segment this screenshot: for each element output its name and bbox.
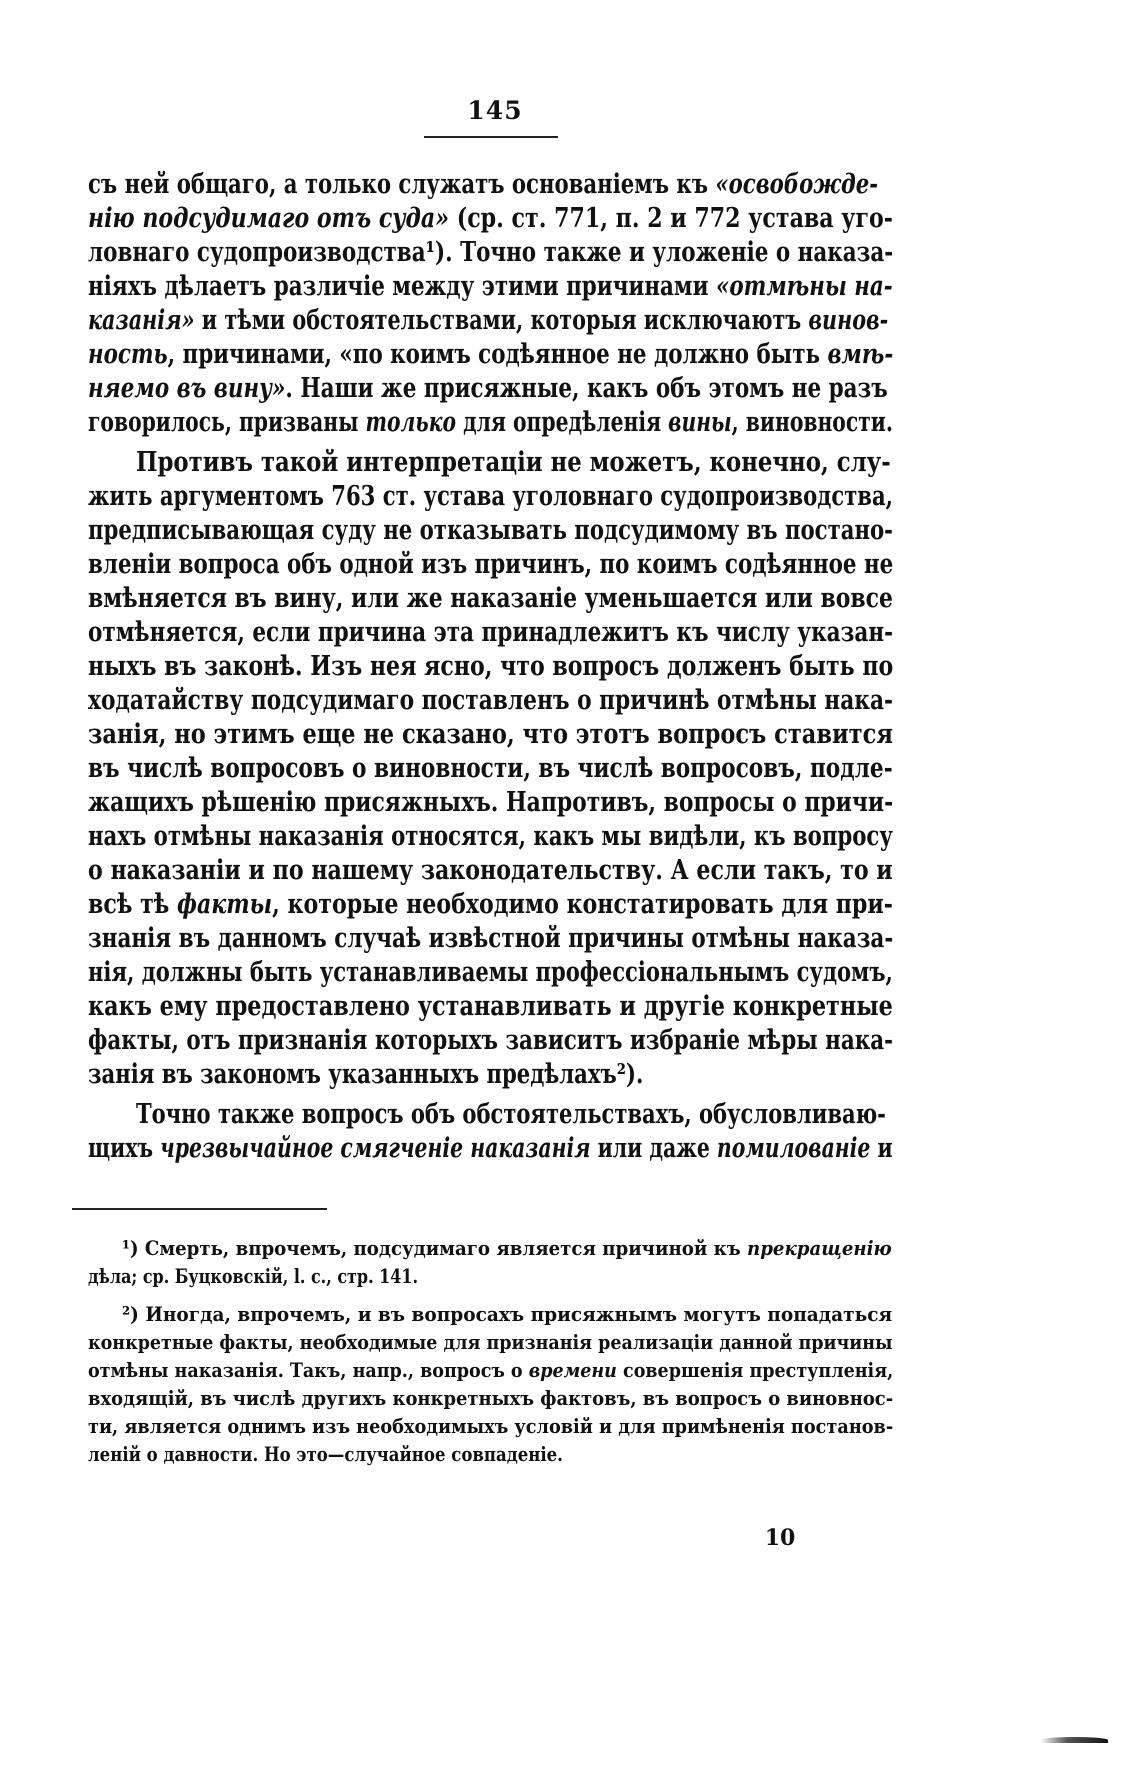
body-line: отмѣняется, если причина эта принадлежитъ къ числу указан- [88, 617, 894, 648]
body-line: нія, должны быть устанавливаемы профессіональнымъ судомъ, [88, 957, 893, 988]
body-line: казанія» и тѣми обстоятельствами, которыя исключаютъ винов- [88, 305, 889, 336]
footnote-line: ²) Иногда, впрочемъ, и въ вопросахъ присяжнымъ могутъ попадаться [122, 1302, 893, 1326]
body-line: щихъ чрезвычайное смягченіе наказанія или даже помилованіе и [88, 1133, 893, 1164]
body-line: жить аргументомъ 763 ст. устава уголовнаго судопроизводства, [88, 481, 894, 512]
body-line: нахъ отмѣны наказанія относятся, какъ мы видѣли, къ вопросу [88, 821, 893, 852]
body-line: вмѣняется въ вину, или же наказаніе уменьшается или вовсе [88, 583, 893, 614]
body-line: о наказаніи и по нашему законодательству. А если такъ, то и [88, 855, 893, 886]
body-line: съ ней общаго, а только служатъ основаніемъ къ «освобожде- [88, 169, 879, 200]
body-line: ходатайству подсудимаго поставленъ о причинѣ отмѣны нака- [88, 685, 894, 716]
footnote-line: входящій, въ числѣ другихъ конкретныхъ фактовъ, въ вопросъ о виновнос- [88, 1386, 894, 1410]
body-line: ность, причинами, «по коимъ содѣянное не должно быть вмѣ- [88, 339, 894, 370]
body-line: какъ ему предоставлено устанавливать и другіе конкретные [88, 991, 893, 1022]
page-edge-mark [1040, 1737, 1108, 1743]
footnote-line: ¹) Смерть, впрочемъ, подсудимаго является причиной къ прекращенію [122, 1236, 892, 1260]
footnote-line: отмѣны наказанія. Такъ, напр., вопросъ о времени совершенія преступленія, [88, 1358, 894, 1382]
body-line: занія, но этимъ еще не сказано, что этотъ вопросъ ставится [88, 719, 893, 750]
body-line: жащихъ рѣшенію присяжныхъ. Напротивъ, вопросы о причи- [88, 787, 894, 818]
footnote-line: дѣла; ср. Буцковскій, l. c., стр. 141. [88, 1264, 418, 1288]
body-line: знанія въ данномъ случаѣ извѣстной причины отмѣны наказа- [88, 923, 894, 954]
body-line: занія въ закономъ указанныхъ предѣлахъ²). [88, 1059, 644, 1090]
footnote-rule [72, 1208, 327, 1210]
header-rule [424, 136, 558, 138]
body-line: ныхъ въ законѣ. Изъ нея ясно, что вопросъ долженъ быть по [88, 651, 894, 682]
body-line: вленіи вопроса объ одной изъ причинъ, по коимъ содѣянное не [88, 549, 894, 580]
body-line: Противъ такой интерпретаціи не можетъ, конечно, слу- [136, 447, 891, 478]
page-number: 145 [467, 96, 523, 125]
footnote-line: ти, является однимъ изъ необходимыхъ условій и для примѣненія постанов- [88, 1414, 894, 1438]
body-line: няемо въ вину». Наши же присяжные, какъ объ этомъ не разъ [88, 373, 888, 404]
body-line: нію подсудимаго отъ суда» (ср. ст. 771, п. 2 и 772 устава уго- [88, 203, 893, 234]
footnote-line: конкретные факты, необходимые для признанія реализаціи данной причины [88, 1330, 893, 1354]
body-line: всѣ тѣ факты, которые необходимо констатировать для при- [88, 889, 893, 920]
body-line: предписывающая суду не отказывать подсудимому въ постано- [88, 515, 893, 546]
body-line: ловнаго судопроизводства¹). Точно также и уложеніе о наказа- [88, 237, 894, 268]
body-line: въ числѣ вопросовъ о виновности, въ числѣ вопросовъ, подле- [88, 753, 893, 784]
body-line: факты, отъ признанія которыхъ зависитъ избраніе мѣры нака- [88, 1025, 894, 1056]
body-line: ніяхъ дѣлаетъ различіе между этими причинами «отмѣны на- [88, 271, 893, 302]
footnote-line: леній о давности. Но это—случайное совпаденіе. [88, 1442, 563, 1466]
body-line: Точно также вопросъ объ обстоятельствахъ, обусловливаю- [136, 1099, 886, 1130]
body-line: говорилось, призваны только для опредѣленія вины, виновности. [88, 407, 893, 438]
signature-mark: 10 [764, 1525, 796, 1551]
